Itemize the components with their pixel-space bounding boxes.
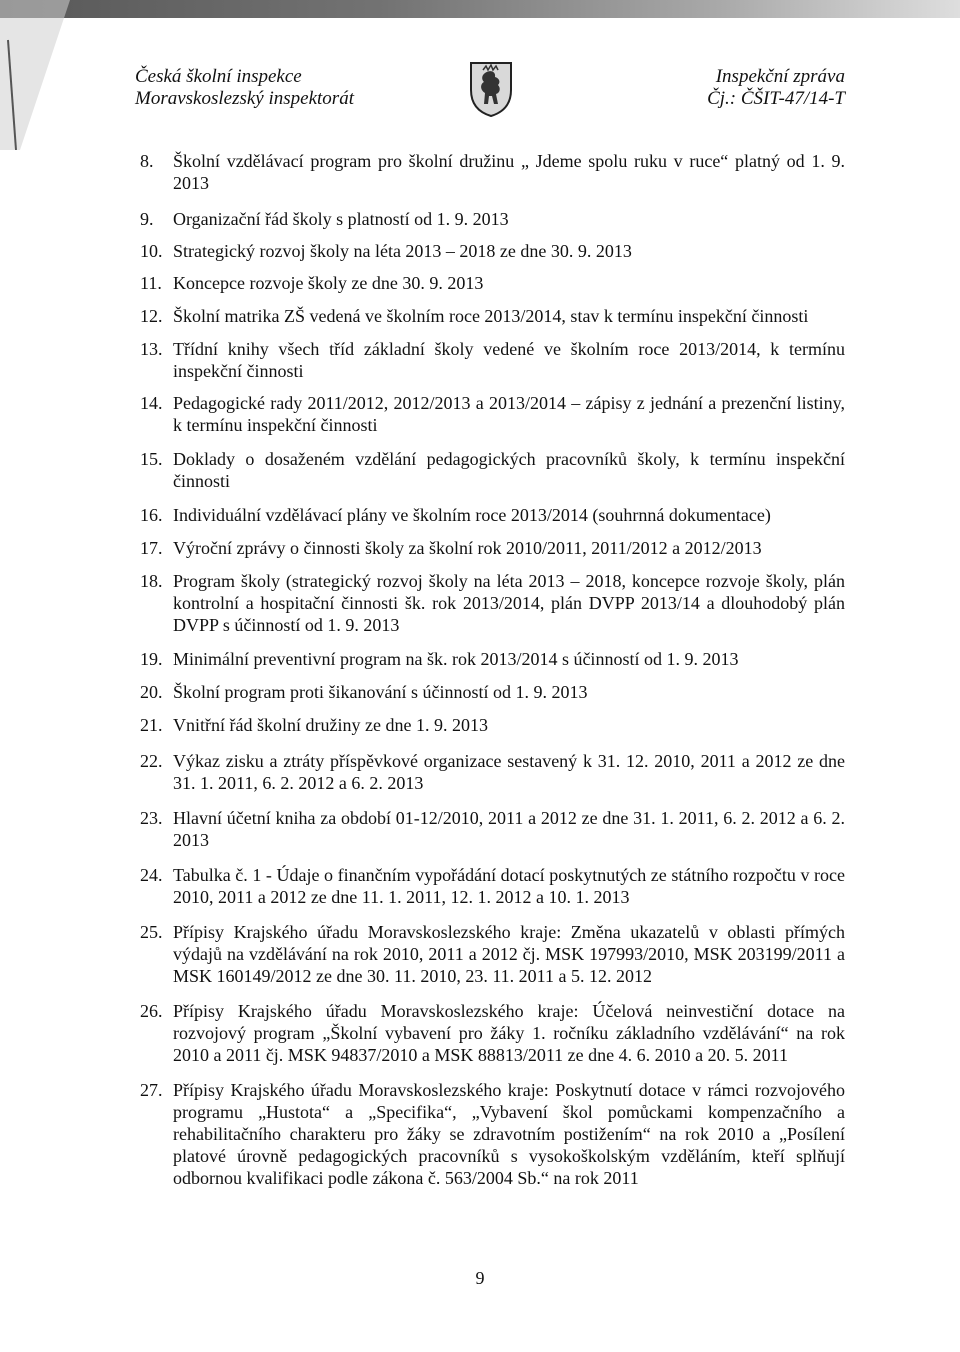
list-item <box>140 272 845 294</box>
item-text: Přípisy Krajského úřadu Moravskoslezského kraje: Poskytnutí dotace v rámci rozvojového programu „Hustota“ a „Specifika“, „Vybavení škol pomůckami kompenzačního a rehabilitačního charakteru pro žáky se zdravotním postižením“ na rok 2010 a „Posílení platové úrovně pedagogických pracovníků s vysokoškolským vzděláním, kteří splňují odbornou kvalifikaci podle zákona č. 563/2004 Sb.“ na rok 2011 <box>173 1080 845 1188</box>
list-item <box>140 392 845 436</box>
item-text: Vnitřní řád školní družiny ze dne 1. 9. 2013 <box>173 715 488 735</box>
item-text: Výroční zprávy o činnosti školy za školní rok 2010/2011, 2011/2012 a 2012/2013 <box>173 538 762 558</box>
item-number: 22. <box>140 751 163 771</box>
reference-number: Čj.: ČŠIT-47/14-T <box>707 88 845 109</box>
list-item <box>140 807 845 851</box>
list-item <box>140 208 845 230</box>
item-number: 10. <box>140 241 163 261</box>
item-text: Hlavní účetní kniha za období 01-12/2010, 2011 a 2012 ze dne 31. 1. 2011, 6. 2. 2012 a 6. 2. 2013 <box>173 808 845 850</box>
item-text: Přípisy Krajského úřadu Moravskoslezského kraje: Změna ukazatelů v oblasti přímých výdajů na vzdělávání na rok 2010, 2011 a 2012 čj. MSK 197993/2010, MSK 203199/2011 a MSK 160149/2012 ze dne 30. 11. 2010, 23. 11. 2011 a 5. 12. 2012 <box>173 922 845 986</box>
list-item <box>140 1000 845 1066</box>
item-text: Minimální preventivní program na šk. rok 2013/2014 s účinností od 1. 9. 2013 <box>173 649 739 669</box>
list-item <box>140 448 845 492</box>
item-number: 27. <box>140 1080 163 1100</box>
item-text: Pedagogické rady 2011/2012, 2012/2013 a 2013/2014 – zápisy z jednání a prezenční listiny, k termínu inspekční činnosti <box>173 393 845 435</box>
item-number: 15. <box>140 449 163 469</box>
list-item <box>140 537 845 559</box>
item-text: Doklady o dosaženém vzdělání pedagogických pracovníků školy, k termínu inspekční činnosti <box>173 449 845 491</box>
item-number: 8. <box>140 151 154 171</box>
item-number: 17. <box>140 538 163 558</box>
item-text: Výkaz zisku a ztráty příspěvkové organizace sestavený k 31. 12. 2010, 2011 a 2012 ze dne 31. 1. 2011, 6. 2. 2012 a 6. 2. 2013 <box>173 751 845 793</box>
scan-edge-shadow <box>0 0 960 18</box>
item-number: 26. <box>140 1001 163 1021</box>
list-item <box>140 921 845 987</box>
item-number: 21. <box>140 715 163 735</box>
list-item <box>140 305 845 327</box>
list-item <box>140 150 845 194</box>
item-text: Individuální vzdělávací plány ve školním roce 2013/2014 (souhrnná dokumentace) <box>173 505 771 525</box>
item-number: 19. <box>140 649 163 669</box>
item-number: 9. <box>140 209 154 229</box>
czech-coat-of-arms-icon <box>468 60 514 118</box>
item-number: 18. <box>140 571 163 591</box>
item-number: 23. <box>140 808 163 828</box>
item-number: 20. <box>140 682 163 702</box>
item-number: 11. <box>140 273 162 293</box>
list-item <box>140 240 845 262</box>
header-right <box>707 66 845 110</box>
list-item <box>140 504 845 526</box>
item-text: Tabulka č. 1 - Údaje o finančním vypořádání dotací poskytnutých ze státního rozpočtu v roce 2010, 2011 a 2012 ze dne 11. 1. 2011, 12. 1. 2012 a 10. 1. 2013 <box>173 865 845 907</box>
item-number: 12. <box>140 306 163 326</box>
item-text: Strategický rozvoj školy na léta 2013 – 2018 ze dne 30. 9. 2013 <box>173 241 632 261</box>
item-text: Třídní knihy všech tříd základní školy vedené ve školním roce 2013/2014, k termínu inspekční činnosti <box>173 339 845 381</box>
institution-name: Česká školní inspekce <box>135 66 302 87</box>
list-item <box>140 570 845 636</box>
inspectorate-name: Moravskoslezský inspektorát <box>135 88 354 109</box>
list-item <box>140 864 845 908</box>
item-number: 25. <box>140 922 163 942</box>
item-text: Přípisy Krajského úřadu Moravskoslezského kraje: Účelová neinvestiční dotace na rozvojový program „Školní vybavení pro žáky 1. ročníku základního vzdělávání“ na rok 2010 a 2011 čj. MSK 94837/2010 a MSK 88813/2011 ze dne 4. 6. 2010 a 20. 5. 2011 <box>173 1001 845 1065</box>
list-item <box>140 750 845 794</box>
item-text: Školní vzdělávací program pro školní družinu „ Jdeme spolu ruku v ruce“ platný od 1. 9. 2013 <box>173 151 845 193</box>
list-item <box>140 338 845 382</box>
item-text: Školní matrika ZŠ vedená ve školním roce 2013/2014, stav k termínu inspekční činnosti <box>173 306 809 326</box>
item-text: Školní program proti šikanování s účinností od 1. 9. 2013 <box>173 682 588 702</box>
item-number: 24. <box>140 865 163 885</box>
scan-fold-mark <box>0 0 90 150</box>
item-text: Program školy (strategický rozvoj školy na léta 2013 – 2018, koncepce rozvoje školy, plán kontrolní a hospitační činnosti šk. rok 2013/2014, plán DVPP 2013/14 a dlouhodobý plán DVPP s účinností od 1. 9. 2013 <box>173 571 845 635</box>
page-number: 9 <box>475 1268 485 1288</box>
list-item <box>140 714 845 736</box>
item-number: 16. <box>140 505 163 525</box>
header-left <box>135 66 354 110</box>
list-item <box>140 648 845 670</box>
item-text: Organizační řád školy s platností od 1. 9. 2013 <box>173 209 509 229</box>
item-number: 14. <box>140 393 163 413</box>
list-item <box>140 681 845 703</box>
document-list <box>140 150 845 1189</box>
item-number: 13. <box>140 339 163 359</box>
item-text: Koncepce rozvoje školy ze dne 30. 9. 2013 <box>173 273 484 293</box>
list-item <box>140 1079 845 1189</box>
report-type: Inspekční zpráva <box>715 66 845 87</box>
